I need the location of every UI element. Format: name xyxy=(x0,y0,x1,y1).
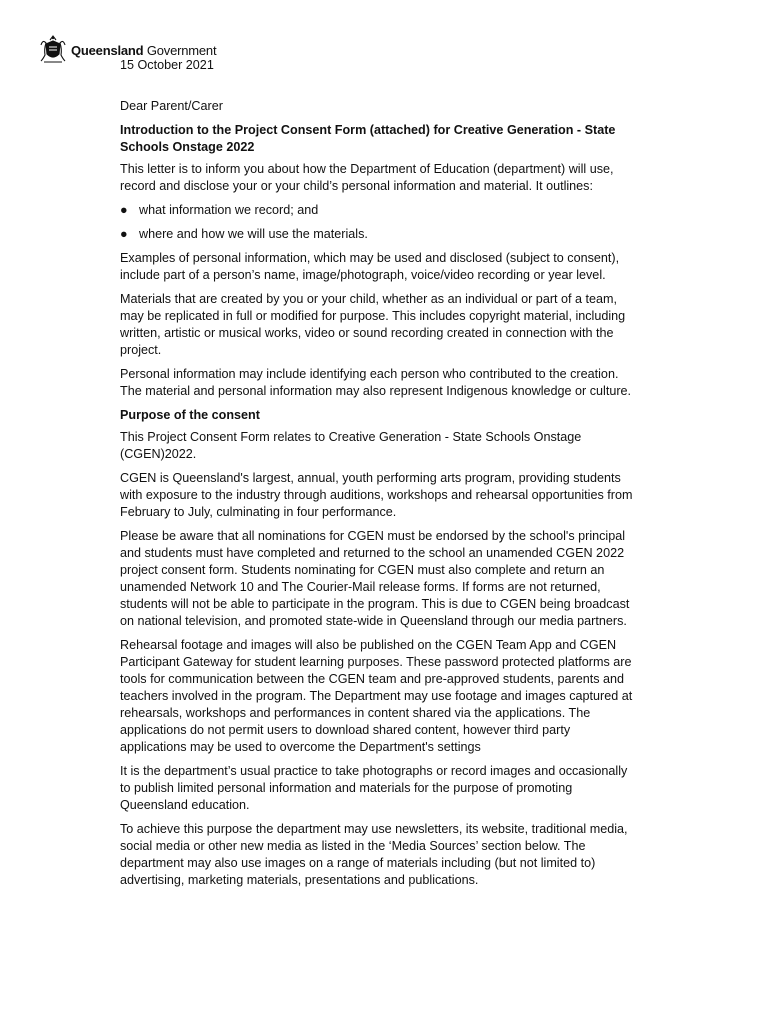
list-item xyxy=(120,202,640,219)
achieve-paragraph: To achieve this purpose the department may use newsletters, its website, traditional media, social media or other new media as listed in the ‘Media Sources’ section below. The department may also use images on a range of materials including (but not limited to) advertising, marketing materials, presentations and publications. xyxy=(120,822,628,887)
outline-list xyxy=(120,202,640,243)
bullet-icon: ● xyxy=(120,227,128,241)
nominations-paragraph: Please be aware that all nominations for CGEN must be endorsed by the school's principal and students must have completed and returned to the school an unamended CGEN 2022 project consent form. Students nominating for CGEN must also complete and return an unamended Network 10 and The Courier-Mail release forms. If forms are not returned, students will not be able to participate in the program. This is due to CGEN being broadcast on national television, and promoted state-wide in Queensland through our media partners. xyxy=(120,529,630,628)
bullet-icon: ● xyxy=(120,203,128,217)
queensland-government-wordmark xyxy=(71,43,216,58)
materials-paragraph: Materials that are created by you or your child, whether as an individual or part of a team, may be replicated in full or modified for purpose. This includes copyright material, including written, artistic or musical works, video or sound recording created in connection with the project. xyxy=(120,292,626,357)
letter-body xyxy=(120,57,640,896)
intro-paragraph: This letter is to inform you about how the Department of Education (department) will use, record and disclose your or your child’s personal information and material. It outlines: xyxy=(120,162,614,193)
cgen-paragraph: CGEN is Queensland's largest, annual, youth performing arts program, providing students with exposure to the industry through auditions, workshops and rehearsal opportunities from February to July, culminating in four performance. xyxy=(120,471,633,519)
queensland-coat-of-arms-icon xyxy=(38,35,68,65)
rehearsal-paragraph: Rehearsal footage and images will also be published on the CGEN Team App and CGEN Participant Gateway for student learning purposes. These password protected platforms are tools for communication between the CGEN team and pre-approved students, parents and teachers involved in the program. The Department may use footage and images captured at rehearsals, workshops and performances in content shared via the applications. The applications do not permit users to download shared content, however third party applications may be used to overcome the Department's settings xyxy=(120,638,633,754)
personal-info-paragraph: Personal information may include identifying each person who contributed to the creation. The material and personal information may also represent Indigenous knowledge or culture. xyxy=(120,367,632,398)
purpose-heading: Purpose of the consent xyxy=(120,408,260,422)
salutation: Dear Parent/Carer xyxy=(120,99,223,113)
list-item-text: what information we record; and xyxy=(139,203,319,217)
list-item-text: where and how we will use the materials. xyxy=(139,227,368,241)
list-item xyxy=(120,226,640,243)
letter-title: Introduction to the Project Consent Form (attached) for Creative Generation - State Schools Onstage 2022 xyxy=(120,123,616,154)
letter-date: 15 October 2021 xyxy=(120,58,214,72)
examples-paragraph: Examples of personal information, which may be used and disclosed (subject to consent), include part of a person’s name, image/photograph, voice/video recording or year level. xyxy=(120,251,620,282)
consent-form-paragraph: This Project Consent Form relates to Creative Generation - State Schools Onstage (CGEN)2022. xyxy=(120,430,582,461)
brand-queensland: Queensland xyxy=(71,42,144,58)
brand-government: Government xyxy=(146,42,217,58)
practice-paragraph: It is the department’s usual practice to take photographs or record images and occasionally to publish limited personal information and materials for the purpose of promoting Queensland education. xyxy=(120,764,628,812)
